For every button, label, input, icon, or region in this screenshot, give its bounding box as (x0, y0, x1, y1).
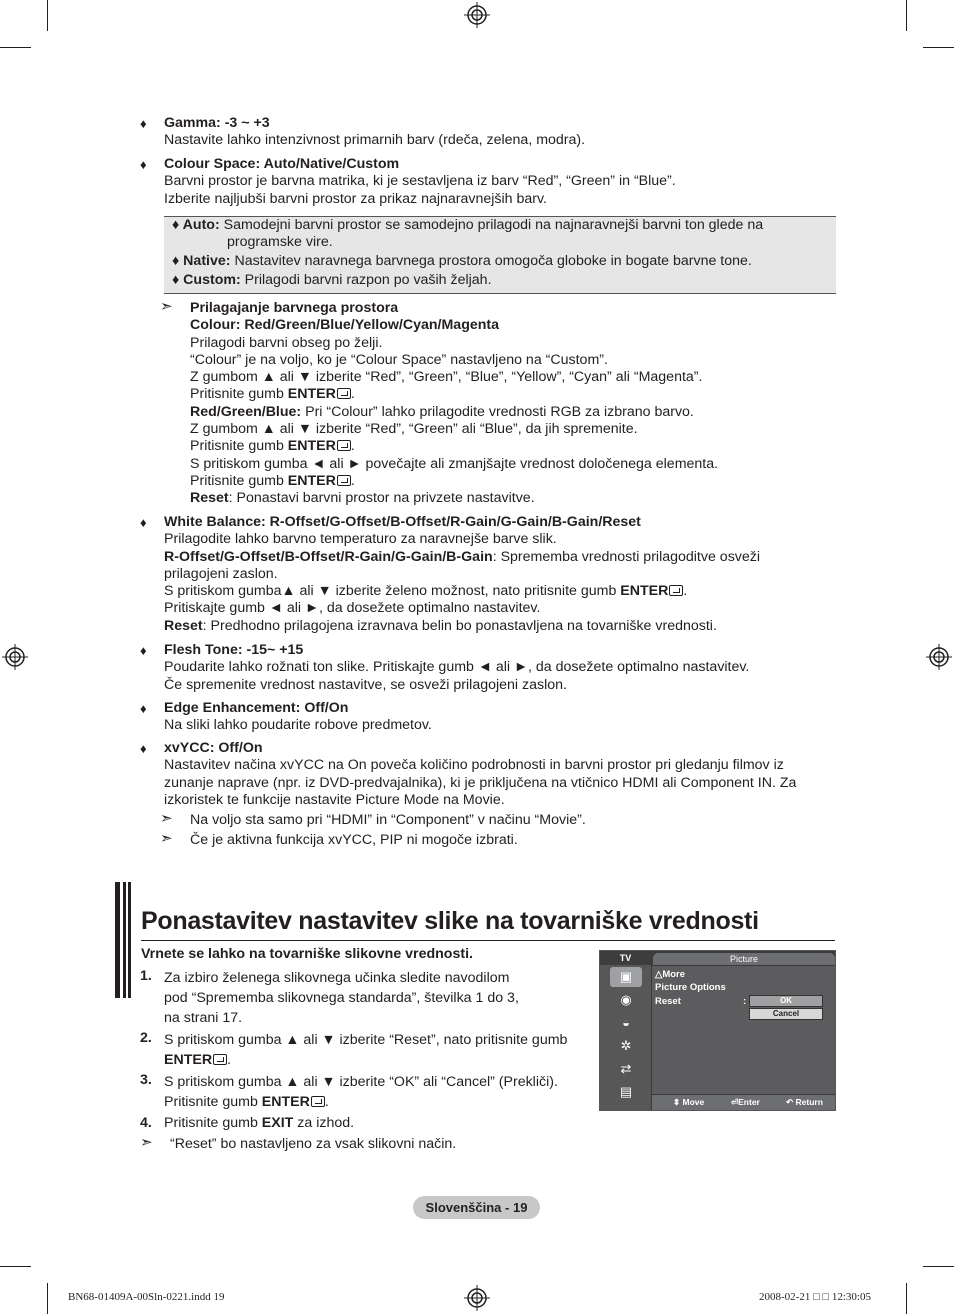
more-label: More (662, 969, 686, 980)
colour-space-block (164, 156, 834, 208)
auto-text-cont: programske vire. (227, 234, 333, 250)
flesh-tone-block (164, 642, 834, 694)
enter-key-label: ENTER (287, 386, 336, 403)
registration-mark-icon (464, 2, 490, 28)
note-line: S pritiskom gumba ◄ ali ► povečajte ali zmanjšajte vrednost določenega elementa. (190, 455, 719, 472)
note-line: Pritisnite gumb ENTER . (190, 472, 355, 489)
step-number: 1. (140, 968, 152, 984)
more-item[interactable] (655, 969, 685, 981)
step-number: 3. (140, 1072, 152, 1088)
step-1 (164, 968, 584, 1028)
colour-space-line: Izberite najljubši barvni prostor za prikaz najnaravnejših barv. (164, 190, 547, 207)
auto-label: ♦ Auto: (172, 217, 220, 233)
bullet-icon: ♦ (140, 701, 147, 716)
crop-mark (0, 1266, 31, 1267)
rgb-label: Red/Green/Blue: (190, 403, 302, 420)
page-number-label: Slovenščina - 19 (413, 1196, 540, 1219)
picture-menu-icon[interactable]: ▣ (610, 967, 642, 987)
bullet-icon: ♦ (140, 116, 147, 131)
section-intro: Vrnete se lahko na tovarniške slikovne vrednosti. (141, 946, 473, 962)
step-4 (164, 1115, 354, 1132)
note-arrow-icon: ➣ (140, 1133, 153, 1151)
step-line: S pritiskom gumba ▲ ali ▼ izberite “Reset”, nato pritisnite gumb (164, 1032, 568, 1048)
ok-button[interactable]: OK (749, 995, 823, 1007)
wb-text: : Sprememba vrednosti prilagoditve osveži (492, 548, 761, 565)
tv-menu-screenshot (599, 950, 836, 1111)
enter-key-label: ENTER (620, 583, 669, 600)
native-text: Nastavitev naravnega barvnega prostora omogoča globoke in bogate barvne tone. (234, 253, 752, 269)
step-3: S pritiskom gumba ▲ ali ▼ izberite “OK” ali “Cancel” (Prekliči). Pritisnite gumb ENTER . (164, 1072, 594, 1112)
edge-title: Edge Enhancement: Off/On (164, 700, 349, 716)
enter-icon: ⏎ (731, 1097, 739, 1107)
xvycc-note: Na voljo sta samo pri “HDMI” in “Component” v načinu “Movie”. (190, 812, 586, 828)
xvycc-block (164, 740, 834, 809)
xvycc-line: izkoristek te funkcije nastavite Picture Mode na Movie. (164, 791, 505, 808)
colour-space-options-box (164, 216, 836, 294)
crop-mark (923, 47, 954, 48)
press-text: Pritisnite gumb (190, 386, 288, 403)
press-text: Pritisnite gumb (190, 438, 288, 455)
step-line: Za izbiro želenega slikovnega učinka sledite navodilom (164, 970, 510, 986)
note-arrow-icon: ➣ (160, 829, 173, 847)
application-menu-icon[interactable]: ▤ (619, 1084, 633, 1099)
channel-menu-icon[interactable]: ◒ (622, 1015, 630, 1030)
note-line: Z gumbom ▲ ali ▼ izberite “Red”, “Green”, “Blue”, “Yellow”, “Cyan” ali “Magenta”. (190, 369, 703, 386)
picture-menu-title: Picture (653, 953, 835, 965)
colour-space-title: Colour Space: Auto/Native/Custom (164, 156, 400, 172)
colour-title: Colour: Red/Green/Blue/Yellow/Cyan/Magenta (190, 317, 500, 334)
flesh-line: Če spremenite vrednost nastavitve, se osveži prilagojeni zaslon. (164, 676, 567, 693)
setup-menu-icon[interactable]: ✲ (620, 1038, 632, 1053)
reset-text: : Ponastavi barvni prostor na privzete nastavitve. (228, 490, 535, 507)
note-line: Prilagodi barvni obseg po želji. (190, 334, 383, 351)
move-label: Move (682, 1097, 705, 1107)
crop-mark (47, 1283, 48, 1314)
section-marker (126, 882, 128, 998)
crop-mark (906, 1283, 907, 1314)
xvycc-title: xvYCC: Off/On (164, 740, 263, 756)
enter-icon (337, 440, 351, 451)
step-line: pod “Sprememba slikovnega standarda”, številka 1 do 3, (164, 990, 519, 1006)
auto-text: Samodejni barvni prostor se samodejno prilagodi na najnaravnejši barvni ton glede na (223, 217, 764, 233)
custom-label: ♦ Custom: (172, 272, 241, 288)
step-line: na strani 17. (164, 1010, 243, 1026)
picture-options-item[interactable]: Picture Options (655, 982, 726, 993)
note-line: Z gumbom ▲ ali ▼ izberite “Red”, “Green” ali “Blue”, da jih spremenite. (190, 421, 638, 438)
enter-icon (311, 1096, 325, 1107)
reset-colon: : (743, 996, 747, 1007)
return-hint (786, 1097, 823, 1108)
step-number: 2. (140, 1030, 152, 1046)
section-marker (115, 882, 131, 998)
registration-mark-icon (464, 1285, 490, 1311)
wb-line: Pritiskajte gumb ◄ ali ►, da dosežete optimalno nastavitev. (164, 600, 541, 617)
note-line: Pritisnite gumb ENTER . (190, 438, 355, 455)
reset-label: Reset (164, 617, 203, 634)
note-arrow-icon: ➣ (160, 809, 173, 827)
crop-mark (47, 0, 48, 31)
crop-mark (906, 0, 907, 31)
registration-mark-icon (2, 644, 28, 670)
input-menu-icon[interactable]: ⇄ (620, 1061, 632, 1076)
enter-key-label: ENTER (287, 438, 336, 455)
step-number: 4. (140, 1115, 152, 1131)
note-line: “Colour” je na voljo, ko je “Colour Space” nastavljeno na “Custom”. (190, 351, 608, 368)
crop-mark (923, 1266, 954, 1267)
return-label: Return (795, 1097, 823, 1107)
menu-sidebar (600, 951, 651, 1110)
wb-line: Prilagodite lahko barvno temperaturo za naravnejše barve slik. (164, 531, 557, 548)
press-text: Pritisnite gumb (164, 1115, 262, 1131)
gamma-title: Gamma: -3 ~ +3 (164, 115, 270, 131)
note-title: Prilagajanje barvnega prostora (190, 300, 399, 316)
colour-space-line: Barvni prostor je barvna matrika, ki je sestavljena iz barv “Red”, “Green” in “Blue”. (164, 173, 676, 190)
xvycc-note: Če je aktivna funkcija xvYCC, PIP ni mogoče izbrati. (190, 832, 518, 848)
gamma-text: Nastavite lahko intenzivnost primarnih barv (rdeča, zelena, modra). (164, 132, 586, 149)
exit-key-label: EXIT (261, 1115, 294, 1131)
bullet-icon: ♦ (140, 157, 147, 172)
enter-label: Enter (738, 1097, 760, 1107)
wb-bold: R-Offset/G-Offset/B-Offset/R-Gain/G-Gain/B-Gain (164, 548, 493, 565)
wb-line: prilagojeni zaslon. (164, 565, 278, 582)
note-line (190, 404, 835, 421)
colour-adjust-note (190, 300, 835, 508)
press-text: Pritisnite gumb (164, 1094, 262, 1110)
white-balance-block: White Balance: R-Offset/G-Offset/B-Offset/R-Gain/G-Gain/B-Gain/Reset Prilagodite lahko barvno temperaturo za naravnejše barve slik. R-Offset/G-Offset/B-Offset/R-Gain/G-Gain/B-Gain: Sprememba vrednosti prilagoditve osveži prilagojeni zaslon. S pritiskom gumba▲ ali ▼ izberite želeno možnost, nato pritisnite gumb ENTER . Pritiskajte gumb ◄ ali ►, da dosežete optimalno nastavitev. Reset: Predhodno prilagojena izravnava belin bo ponastavljena na tovarniške vrednosti. (164, 514, 834, 635)
bullet-icon: ♦ (140, 643, 147, 658)
press-text: Pritisnite gumb (190, 472, 288, 489)
tv-label: TV (600, 951, 651, 965)
edge-block (164, 700, 834, 735)
footer-date: 2008-02-21 □ □ 12:30:05 (759, 1291, 871, 1303)
step-2: S pritiskom gumba ▲ ali ▼ izberite “Reset”, nato pritisnite gumb ENTER . (164, 1030, 594, 1070)
enter-icon (337, 475, 351, 486)
xvycc-line: Nastavitev načina xvYCC na On poveča količino podrobnosti in barvni prostor pri gledanju filmov iz (164, 757, 784, 774)
enter-key-label: ENTER (287, 472, 336, 489)
gamma-block (164, 115, 834, 150)
reset-text: : Predhodno prilagojena izravnava belin bo ponastavljena na tovarniške vrednosti. (202, 617, 717, 634)
wb-text: S pritiskom gumba▲ ali ▼ izberite želeno možnost, nato pritisnite gumb (164, 583, 621, 600)
sound-menu-icon[interactable]: ◉ (620, 992, 632, 1007)
white-balance-title: White Balance: R-Offset/G-Offset/B-Offset/R-Gain/G-Gain/B-Gain/Reset (164, 514, 641, 530)
xvycc-line: zunanje naprave (npr. iz DVD-predvajalnika), ki je priključena na vtičnico HDMI ali Component IN. Za (164, 774, 797, 791)
updown-icon: ⬍ (673, 1097, 681, 1107)
enter-icon (213, 1054, 227, 1065)
section-divider (141, 940, 835, 941)
native-label: ♦ Native: (172, 253, 231, 269)
footer-filename: BN68-01409A-00Sln-0221.indd 19 (68, 1291, 225, 1303)
step-line: S pritiskom gumba ▲ ali ▼ izberite “OK” ali “Cancel” (Prekliči). (164, 1074, 558, 1090)
flesh-line: Poudarite lahko rožnati ton slike. Pritiskajte gumb ◄ ali ►, da dosežete optimalno nastavitev. (164, 659, 750, 676)
reset-label: Reset (190, 490, 229, 507)
enter-hint (731, 1097, 760, 1108)
up-triangle-icon: △ (655, 969, 663, 980)
move-hint (673, 1097, 704, 1108)
rgb-text: Pri “Colour” lahko prilagodite vrednosti RGB za izbrano barvo. (301, 403, 694, 420)
enter-icon (669, 585, 683, 596)
note-line (190, 490, 835, 507)
bullet-icon: ♦ (140, 741, 147, 756)
registration-mark-icon (926, 644, 952, 670)
cancel-button[interactable]: Cancel (749, 1008, 823, 1020)
section-title: Ponastavitev nastavitev slike na tovarniške vrednosti (141, 907, 759, 935)
enter-key-label: ENTER (164, 1052, 213, 1068)
reset-item[interactable]: Reset (655, 996, 681, 1007)
bullet-icon: ♦ (140, 515, 147, 530)
flesh-tone-title: Flesh Tone: -15~ +15 (164, 642, 304, 658)
note-line: Pritisnite gumb ENTER . (190, 386, 355, 403)
return-icon: ↶ (786, 1097, 794, 1107)
edge-line: Na sliki lahko poudarite robove predmetov. (164, 717, 432, 734)
note-arrow-icon: ➣ (160, 297, 173, 315)
enter-key-label: ENTER (261, 1094, 310, 1110)
crop-mark (0, 47, 31, 48)
enter-icon (337, 388, 351, 399)
reset-note: “Reset” bo nastavljeno za vsak slikovni način. (170, 1136, 457, 1152)
custom-text: Prilagodi barvni razpon po vaših željah. (244, 272, 492, 288)
section-marker (120, 882, 123, 998)
step-text: za izhod. (293, 1115, 355, 1131)
